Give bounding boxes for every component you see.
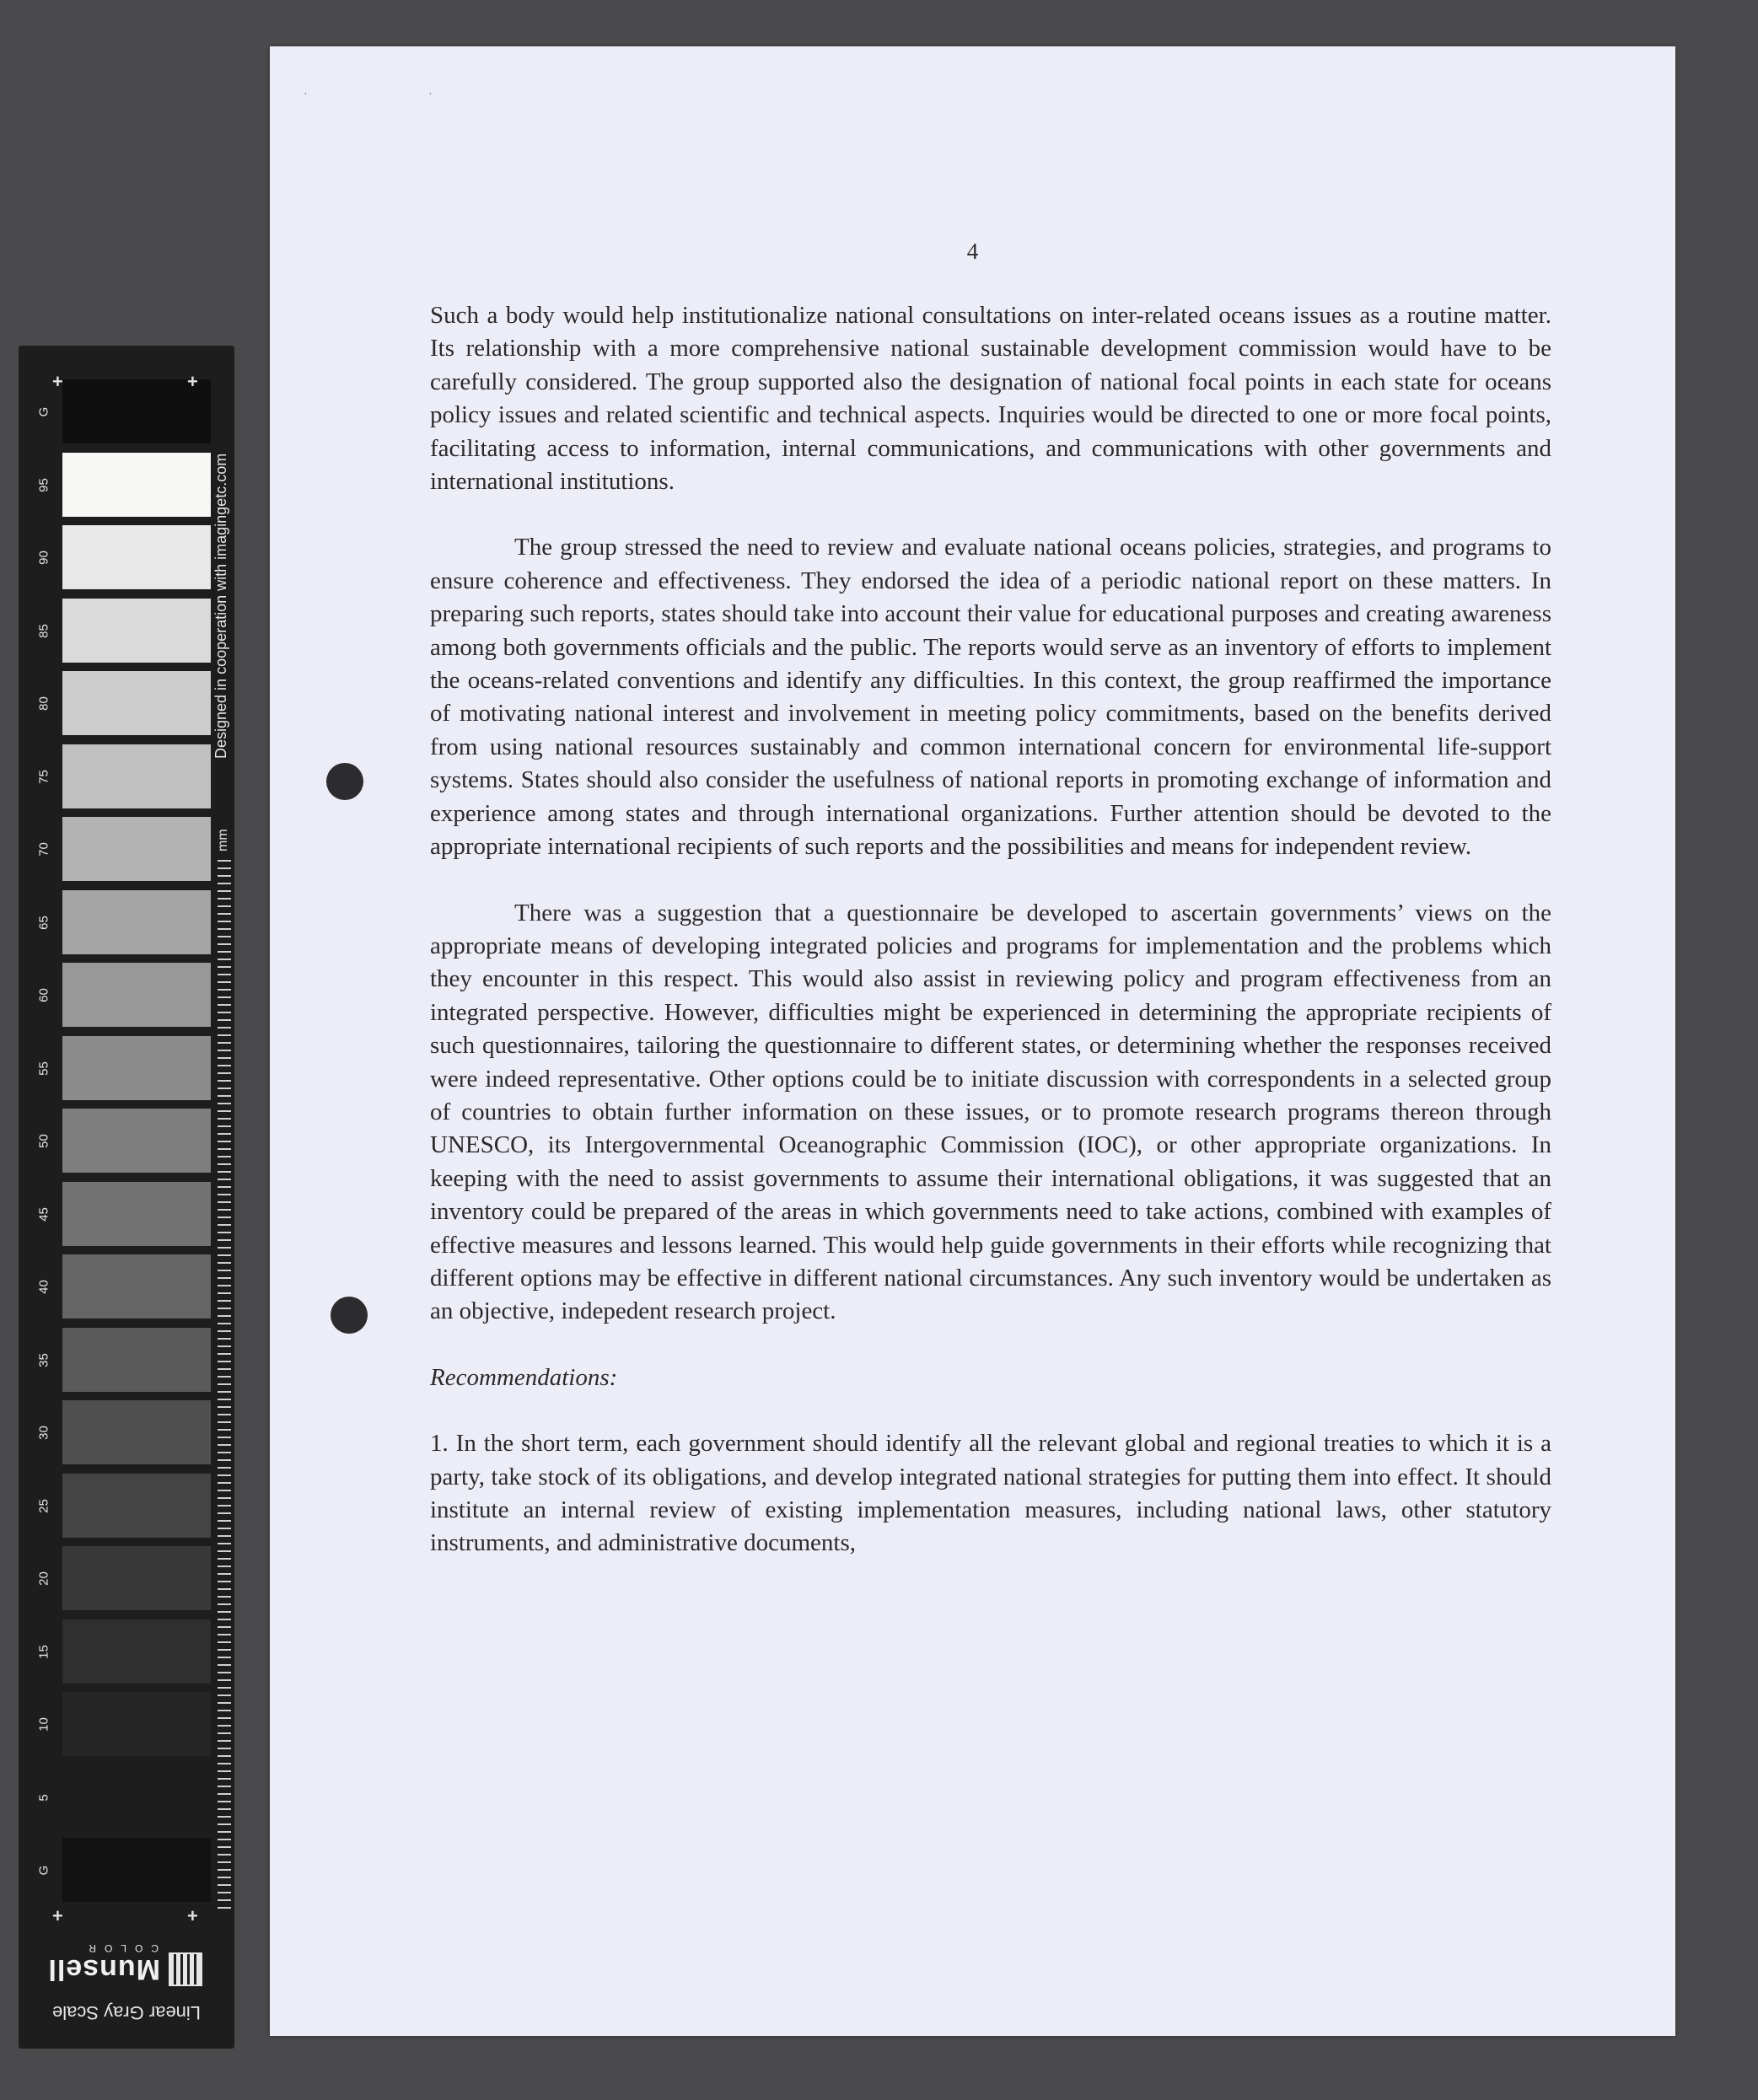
gray-swatch [62, 1254, 211, 1319]
gray-swatch [62, 525, 211, 589]
recommendation-1: 1. In the short term, each government should identify all the relevant global and regional treaties to which it is a party, take stock of its obligations, and develop integrated national strategies for putting them into effect. It should institute an internal review of existing implementation measures, including national laws, other statutory instruments, and administrative documents, [430, 1430, 1551, 1557]
munsell-logo-icon [169, 1952, 202, 1986]
body-text [430, 299, 1551, 1560]
brand-block [34, 1931, 219, 2023]
page-number: 4 [966, 239, 979, 264]
scale-number: 85 [36, 623, 51, 638]
registration-plus-icon: + [187, 1905, 198, 1926]
scale-number: 50 [36, 1134, 51, 1148]
gray-swatch [62, 963, 211, 1027]
scale-number: 10 [36, 1717, 51, 1732]
mm-label: mm [216, 829, 230, 851]
gray-swatch [62, 1838, 211, 1902]
gray-swatch [62, 890, 211, 954]
gray-swatch [62, 1400, 211, 1464]
scale-number: 20 [36, 1571, 51, 1586]
scale-number: 90 [36, 551, 51, 565]
mm-ruler [218, 860, 231, 1914]
punch-hole [326, 763, 363, 800]
scale-number: 45 [36, 1206, 51, 1222]
designed-by-text: Designed in cooperation with imagingetc.com [212, 453, 229, 759]
paper-specks: · · [304, 89, 492, 101]
scale-number: 80 [36, 696, 51, 711]
gray-swatch [62, 1182, 211, 1246]
scale-number: 65 [36, 915, 51, 930]
scale-number: 35 [36, 1352, 51, 1367]
paragraph-3: There was a suggestion that a questionnaire be developed to ascertain governments’ views on the appropriate means of developing integrated policies and programs for implementation and the problems which they encounter in this respect. This would also assist in reviewing policy and program effectiveness from an integrated perspective. However, difficulties might be experienced in determining the appropriate recipients of such questionnaires, tailoring the questionnaire to different states, or determining whether the responses received were indeed representative. Other options could be to initiate discussion with correspondents in a selected group of countries to obtain further information on these issues, or to promote research programs thereon through UNESCO, its Intergovernmental Oceanographic Commission (IOC), or other appropriate organizations. In keeping with the need to assist governments to assume their international obligations, it was suggested that an inventory could be prepared of the areas in which governments need to take actions, combined with examples of effective measures and lessons learned. This would help guide governments in their efforts while recognizing that different options may be effective in different national circumstances. Any such inventory would be undertaken as an objective, indepedent research project. [430, 899, 1551, 1325]
gray-swatch [62, 1109, 211, 1173]
document-page [270, 46, 1675, 2036]
paragraph-2: The group stressed the need to review and evaluate national oceans policies, strategies, and programs to ensure coherence and effectiveness. They endorsed the idea of a periodic national report on these matters. In preparing such reports, states should take into account their value for educational purposes and creating awareness among both governments officials and the public. The reports would serve as an inventory of efforts to implement the oceans-related conventions and identify any difficulties. In this context, the group reaffirmed the importance of motivating national interest and involvement in meeting policy commitments, based on the benefits derived from using national resources sustainably and common international concern for environmental life-support systems. States should also consider the usefulness of national reports in promoting exchange of information and experience among states and through international organizations. Further attention should be devoted to the appropriate international recipients of such reports and the possibilities and means for independent review. [430, 534, 1551, 861]
gray-swatch [62, 1546, 211, 1610]
recommendations-heading: Recommendations: [430, 1363, 618, 1391]
registration-plus-icon: + [52, 1905, 63, 1926]
scale-number: 75 [36, 769, 51, 784]
gray-swatch [62, 744, 211, 808]
punch-hole [331, 1297, 368, 1334]
gray-swatch [62, 671, 211, 735]
scale-number: 30 [36, 1426, 51, 1440]
scale-number: G [36, 1865, 51, 1876]
scale-number: 40 [36, 1280, 51, 1294]
gray-swatch [62, 599, 211, 663]
munsell-color-text: COLOR [80, 1942, 159, 1954]
gray-swatch [62, 1692, 211, 1756]
munsell-brand-text: Munsell [47, 1953, 160, 1986]
scale-number: 15 [36, 1644, 51, 1659]
gray-swatch [62, 1765, 211, 1829]
gray-scale-card [19, 346, 234, 2049]
munsell-brand [47, 1952, 202, 1986]
scale-number: 5 [36, 1793, 51, 1802]
gray-swatch [62, 453, 211, 517]
gray-swatch [62, 1474, 211, 1538]
paragraph-1: Such a body would help institutionalize national consultations on inter-related oceans issues as a routine matter. Its relationship with a more comprehensive national sustainable development commission would have to be carefully considered. The group supported also the designation of national focal points in each state for oceans policy issues and related scientific and technical aspects. Inquiries would be directed to one or more focal points, facilitating access to information, internal communications, and communications with other governments and international institutions. [430, 302, 1551, 496]
scale-title: Linear Gray Scale [51, 2002, 202, 2023]
gray-swatch [62, 817, 211, 881]
scale-number: 95 [36, 477, 51, 492]
gray-swatch [62, 1328, 211, 1392]
gray-swatch [62, 1036, 211, 1100]
scale-number: 70 [36, 842, 51, 857]
scale-number: 55 [36, 1061, 51, 1076]
scale-number: G [36, 406, 51, 417]
scale-number: 60 [36, 988, 51, 1002]
gray-swatch [62, 1619, 211, 1684]
registration-plus-icon: + [187, 371, 198, 392]
registration-plus-icon: + [52, 371, 63, 392]
scale-number: 25 [36, 1498, 51, 1513]
